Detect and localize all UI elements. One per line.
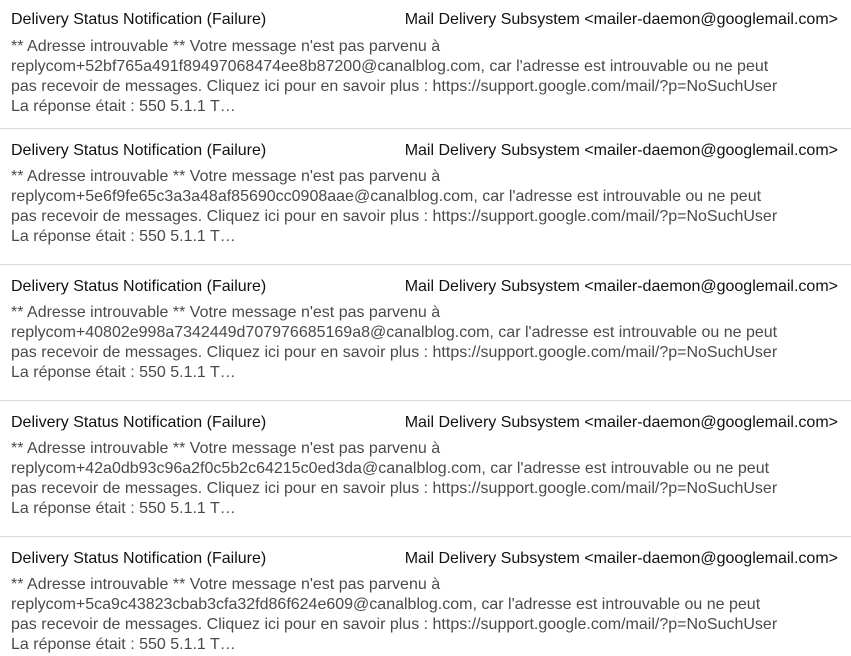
mail-sender: Mail Delivery Subsystem <mailer-daemon@googlemail.com>: [404, 414, 838, 431]
mail-list-item[interactable]: [0, 401, 851, 537]
mail-sender: Mail Delivery Subsystem <mailer-daemon@googlemail.com>: [404, 11, 838, 28]
mail-snippet-line: replycom+40802e998a7342449d707976685169a8@canalblog.com, car l'adresse est introuvable ou ne peut: [11, 324, 778, 341]
mail-snippet-line: La réponse était : 550 5.1.1 T…: [11, 500, 236, 517]
mail-list-item[interactable]: [0, 129, 851, 265]
mail-snippet-line: La réponse était : 550 5.1.1 T…: [11, 364, 236, 381]
mail-snippet-line: ** Adresse introuvable ** Votre message n'est pas parvenu à: [11, 576, 441, 593]
mail-item-header: [11, 10, 838, 30]
mail-item-header: [11, 413, 838, 433]
mail-sender: Mail Delivery Subsystem <mailer-daemon@googlemail.com>: [404, 142, 838, 159]
mail-snippet-line: replycom+42a0db93c96a2f0c5b2c64215c0ed3da@canalblog.com, car l'adresse est introuvable ou ne peut: [11, 460, 770, 477]
mail-sender: Mail Delivery Subsystem <mailer-daemon@googlemail.com>: [404, 278, 838, 295]
mail-snippet-line: La réponse était : 550 5.1.1 T…: [11, 636, 236, 653]
mail-subject: Delivery Status Notification (Failure): [11, 11, 267, 28]
mail-subject: Delivery Status Notification (Failure): [11, 550, 267, 567]
mail-snippet-line: replycom+5ca9c43823cbab3cfa32fd86f624e609@canalblog.com, car l'adresse est introuvable ou ne peut: [11, 596, 761, 613]
mail-snippet-line: ** Adresse introuvable ** Votre message n'est pas parvenu à: [11, 38, 441, 55]
mail-item-header: [11, 549, 838, 569]
mail-snippet-line: pas recevoir de messages. Cliquez ici pour en savoir plus : https://support.google.com/mail/?p=NoSuchUser: [11, 208, 778, 225]
mail-subject: Delivery Status Notification (Failure): [11, 142, 267, 159]
mail-list-item[interactable]: [0, 265, 851, 401]
mail-snippet-line: pas recevoir de messages. Cliquez ici pour en savoir plus : https://support.google.com/mail/?p=NoSuchUser: [11, 616, 778, 633]
mail-list-item[interactable]: [0, 0, 851, 129]
mail-sender: Mail Delivery Subsystem <mailer-daemon@googlemail.com>: [404, 550, 838, 567]
mail-snippet: [11, 303, 841, 383]
mail-subject: Delivery Status Notification (Failure): [11, 278, 267, 295]
mail-item-header: [11, 277, 838, 297]
mail-subject: Delivery Status Notification (Failure): [11, 414, 267, 431]
mail-snippet-line: ** Adresse introuvable ** Votre message n'est pas parvenu à: [11, 168, 441, 185]
mail-item-header: [11, 141, 838, 161]
mail-snippet-line: La réponse était : 550 5.1.1 T…: [11, 228, 236, 245]
mail-snippet-line: pas recevoir de messages. Cliquez ici pour en savoir plus : https://support.google.com/mail/?p=NoSuchUser: [11, 344, 778, 361]
mail-snippet-line: pas recevoir de messages. Cliquez ici pour en savoir plus : https://support.google.com/mail/?p=NoSuchUser: [11, 78, 778, 95]
mail-snippet-line: La réponse était : 550 5.1.1 T…: [11, 98, 236, 115]
mail-snippet-line: replycom+5e6f9fe65c3a3a48af85690cc0908aae@canalblog.com, car l'adresse est introuvable ou ne peut: [11, 188, 762, 205]
mail-snippet-line: replycom+52bf765a491f89497068474ee8b87200@canalblog.com, car l'adresse est introuvable ou ne peut: [11, 58, 769, 75]
mail-snippet-line: ** Adresse introuvable ** Votre message n'est pas parvenu à: [11, 440, 441, 457]
mail-snippet: [11, 37, 841, 117]
mail-snippet-line: ** Adresse introuvable ** Votre message n'est pas parvenu à: [11, 304, 441, 321]
mail-snippet: [11, 167, 841, 247]
mail-snippet-line: pas recevoir de messages. Cliquez ici pour en savoir plus : https://support.google.com/mail/?p=NoSuchUser: [11, 480, 778, 497]
mail-snippet: [11, 439, 841, 519]
mail-snippet: [11, 575, 841, 655]
mail-list-item[interactable]: [0, 537, 851, 656]
